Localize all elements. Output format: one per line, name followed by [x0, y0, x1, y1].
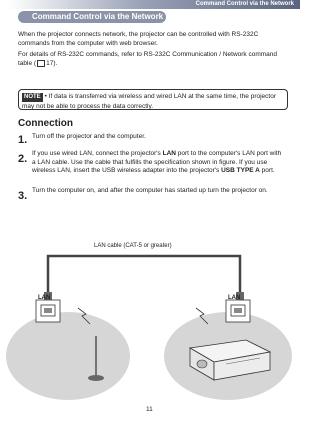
step-text-2	[32, 150, 286, 176]
step-text-3: Turn the computer on, and after the computer has started up turn the projector on.	[32, 187, 268, 194]
note-content	[22, 92, 284, 111]
step2-text-mid: port to the computer's LAN port with a LAN cable. Use the cable that fulfills the specification shown in figure. If you use wireless LAN, insert the USB wireless adapter into the projector's	[32, 150, 282, 174]
left-port-label: LAN	[38, 295, 51, 301]
cable-caption: LAN cable (CAT-5 or greater)	[94, 243, 172, 249]
book-ref-icon	[37, 60, 45, 67]
computer-area-ellipse	[6, 312, 130, 400]
intro-paragraph-2	[18, 50, 288, 68]
right-port-label: LAN	[228, 295, 241, 301]
intro-text-after: ).	[53, 60, 58, 67]
lan-cable	[48, 256, 240, 296]
step2-usb-term: USB TYPE A	[221, 167, 260, 174]
note-label: NOTE	[24, 94, 41, 100]
page-number: 11	[146, 406, 153, 413]
connection-heading: Connection	[18, 118, 73, 129]
left-port-slot	[44, 308, 52, 313]
note-text: • If data is transferred via wireless and wired LAN at the same time, the projector may not be able to process the data correctly.	[22, 93, 276, 110]
antenna-base	[88, 375, 104, 381]
intro-ref-page: 17	[46, 60, 54, 67]
step-number-3: 3.	[18, 190, 28, 202]
running-header: Command Control via the Network	[195, 1, 294, 7]
step-number-1: 1.	[18, 134, 28, 146]
intro-text-before: For details of RS-232C commands, refer to RS-232C Communication / Network command table (	[18, 51, 278, 67]
right-port-slot	[234, 308, 242, 313]
section-title: Command Control via the Network	[32, 12, 164, 21]
intro-paragraph-1: When the projector connects network, the projector can be controlled with RS-232C commands from the computer with web browser.	[18, 31, 259, 47]
connection-diagram	[0, 248, 300, 408]
step2-text-after: port.	[259, 167, 275, 174]
step2-lan-term: LAN	[162, 150, 176, 157]
step2-text-before: If you use wired LAN, connect the projector's	[32, 150, 163, 157]
step-number-2: 2.	[18, 153, 28, 165]
step-text-1: Turn off the projector and the computer.	[32, 133, 146, 140]
